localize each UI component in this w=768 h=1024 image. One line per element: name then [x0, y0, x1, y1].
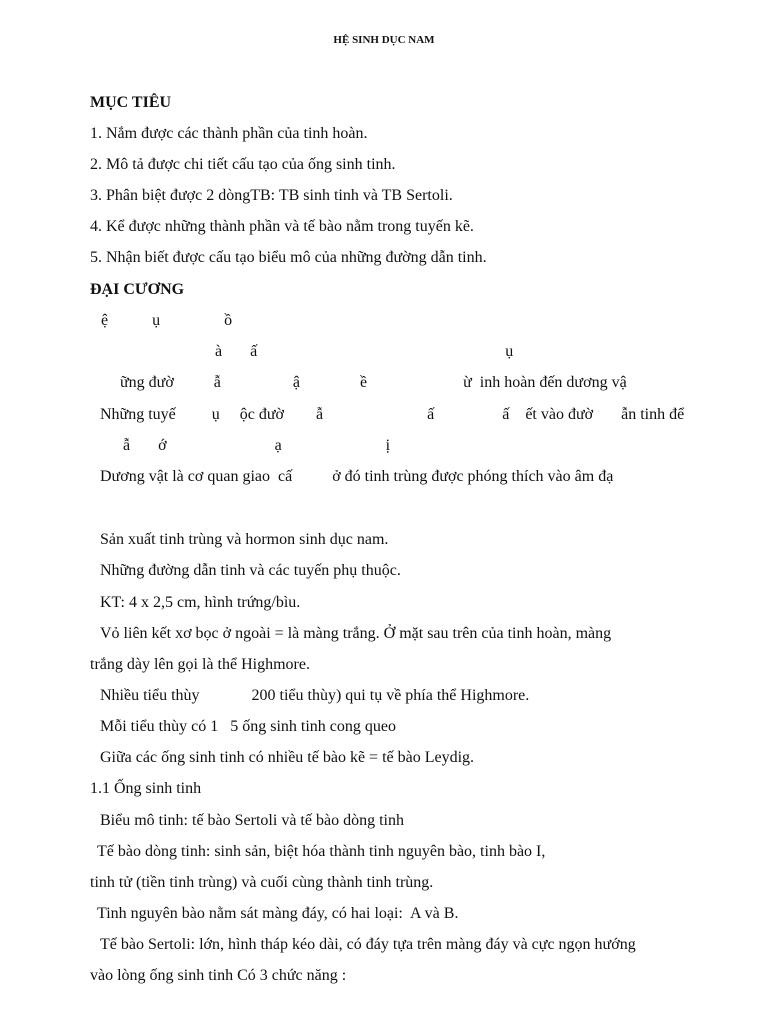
objective-item-1: 1. Nắm được các thành phần của tinh hoàn. [90, 125, 368, 142]
overview-fragment-line: ệ ụ ồ [101, 312, 233, 329]
objective-item-5: 5. Nhận biết được cấu tạo biểu mô của những đường dẫn tinh. [90, 249, 487, 266]
overview-body-line: trắng dày lên gọi là thể Highmore. [90, 656, 310, 673]
objective-item-4: 4. Kể được những thành phần và tế bào nằm trong tuyến kẽ. [90, 218, 474, 235]
overview-fragment-line: Những tuyế ụ ộc đườ ẫ ấ ấ ết vào đườ ẫn tinh để [100, 406, 685, 423]
objective-item-2: 2. Mô tả được chi tiết cấu tạo của ống sinh tinh. [90, 156, 396, 173]
overview-fragment-line: ững đườ ẫ ậ ề ừ inh hoàn đến dương vậ [120, 374, 627, 391]
overview-body-line: KT: 4 x 2,5 cm, hình trứng/bìu. [100, 594, 301, 611]
section-1-1-line: Tế bào Sertoli: lớn, hình tháp kéo dài, có đáy tựa trên màng đáy và cực ngọn hướng [100, 936, 636, 953]
section-1-1-line: vào lòng ống sinh tinh Có 3 chức năng : [90, 967, 347, 984]
overview-body-line: Nhiều tiểu thùy 200 tiểu thùy) qui tụ về phía thể Highmore. [100, 687, 530, 704]
section-1-1-heading: 1.1 Ống sinh tinh [90, 780, 202, 797]
overview-body-line: Mỗi tiểu thùy có 1 5 ống sinh tinh cong queo [100, 718, 396, 735]
overview-heading: ĐẠI CƯƠNG [90, 281, 185, 298]
overview-body-line: Giữa các ống sinh tinh có nhiều tế bào kẽ = tế bào Leydig. [100, 749, 475, 766]
section-1-1-line: Tế bào dòng tinh: sinh sản, biệt hóa thành tinh nguyên bào, tinh bào I, [97, 843, 546, 860]
overview-fragment-line: ẫ ớ ạ ị [123, 437, 391, 454]
overview-fragment-line: Dương vật là cơ quan giao cấ ở đó tinh trùng được phóng thích vào âm đạ [100, 468, 614, 485]
overview-fragment-line: à ấ ụ [215, 343, 514, 360]
section-1-1-line: Biểu mô tinh: tế bào Sertoli và tế bào dòng tinh [100, 812, 404, 829]
section-1-1-line: tinh tử (tiền tinh trùng) và cuối cùng thành tinh trùng. [90, 874, 434, 891]
document-title: HỆ SINH DỤC NAM [333, 34, 435, 46]
overview-body-line: Những đường dẫn tinh và các tuyến phụ thuộc. [100, 562, 401, 579]
overview-body-line: Vỏ liên kết xơ bọc ở ngoài = là màng trắng. Ở mặt sau trên của tinh hoàn, màng [100, 625, 612, 642]
objective-item-3: 3. Phân biệt được 2 dòngTB: TB sinh tinh và TB Sertoli. [90, 187, 453, 204]
overview-body-line: Sản xuất tinh trùng và hormon sinh dục nam. [100, 531, 389, 548]
section-1-1-line: Tinh nguyên bào nằm sát màng đáy, có hai loại: A và B. [97, 905, 459, 922]
objectives-heading: MỤC TIÊU [90, 94, 172, 111]
